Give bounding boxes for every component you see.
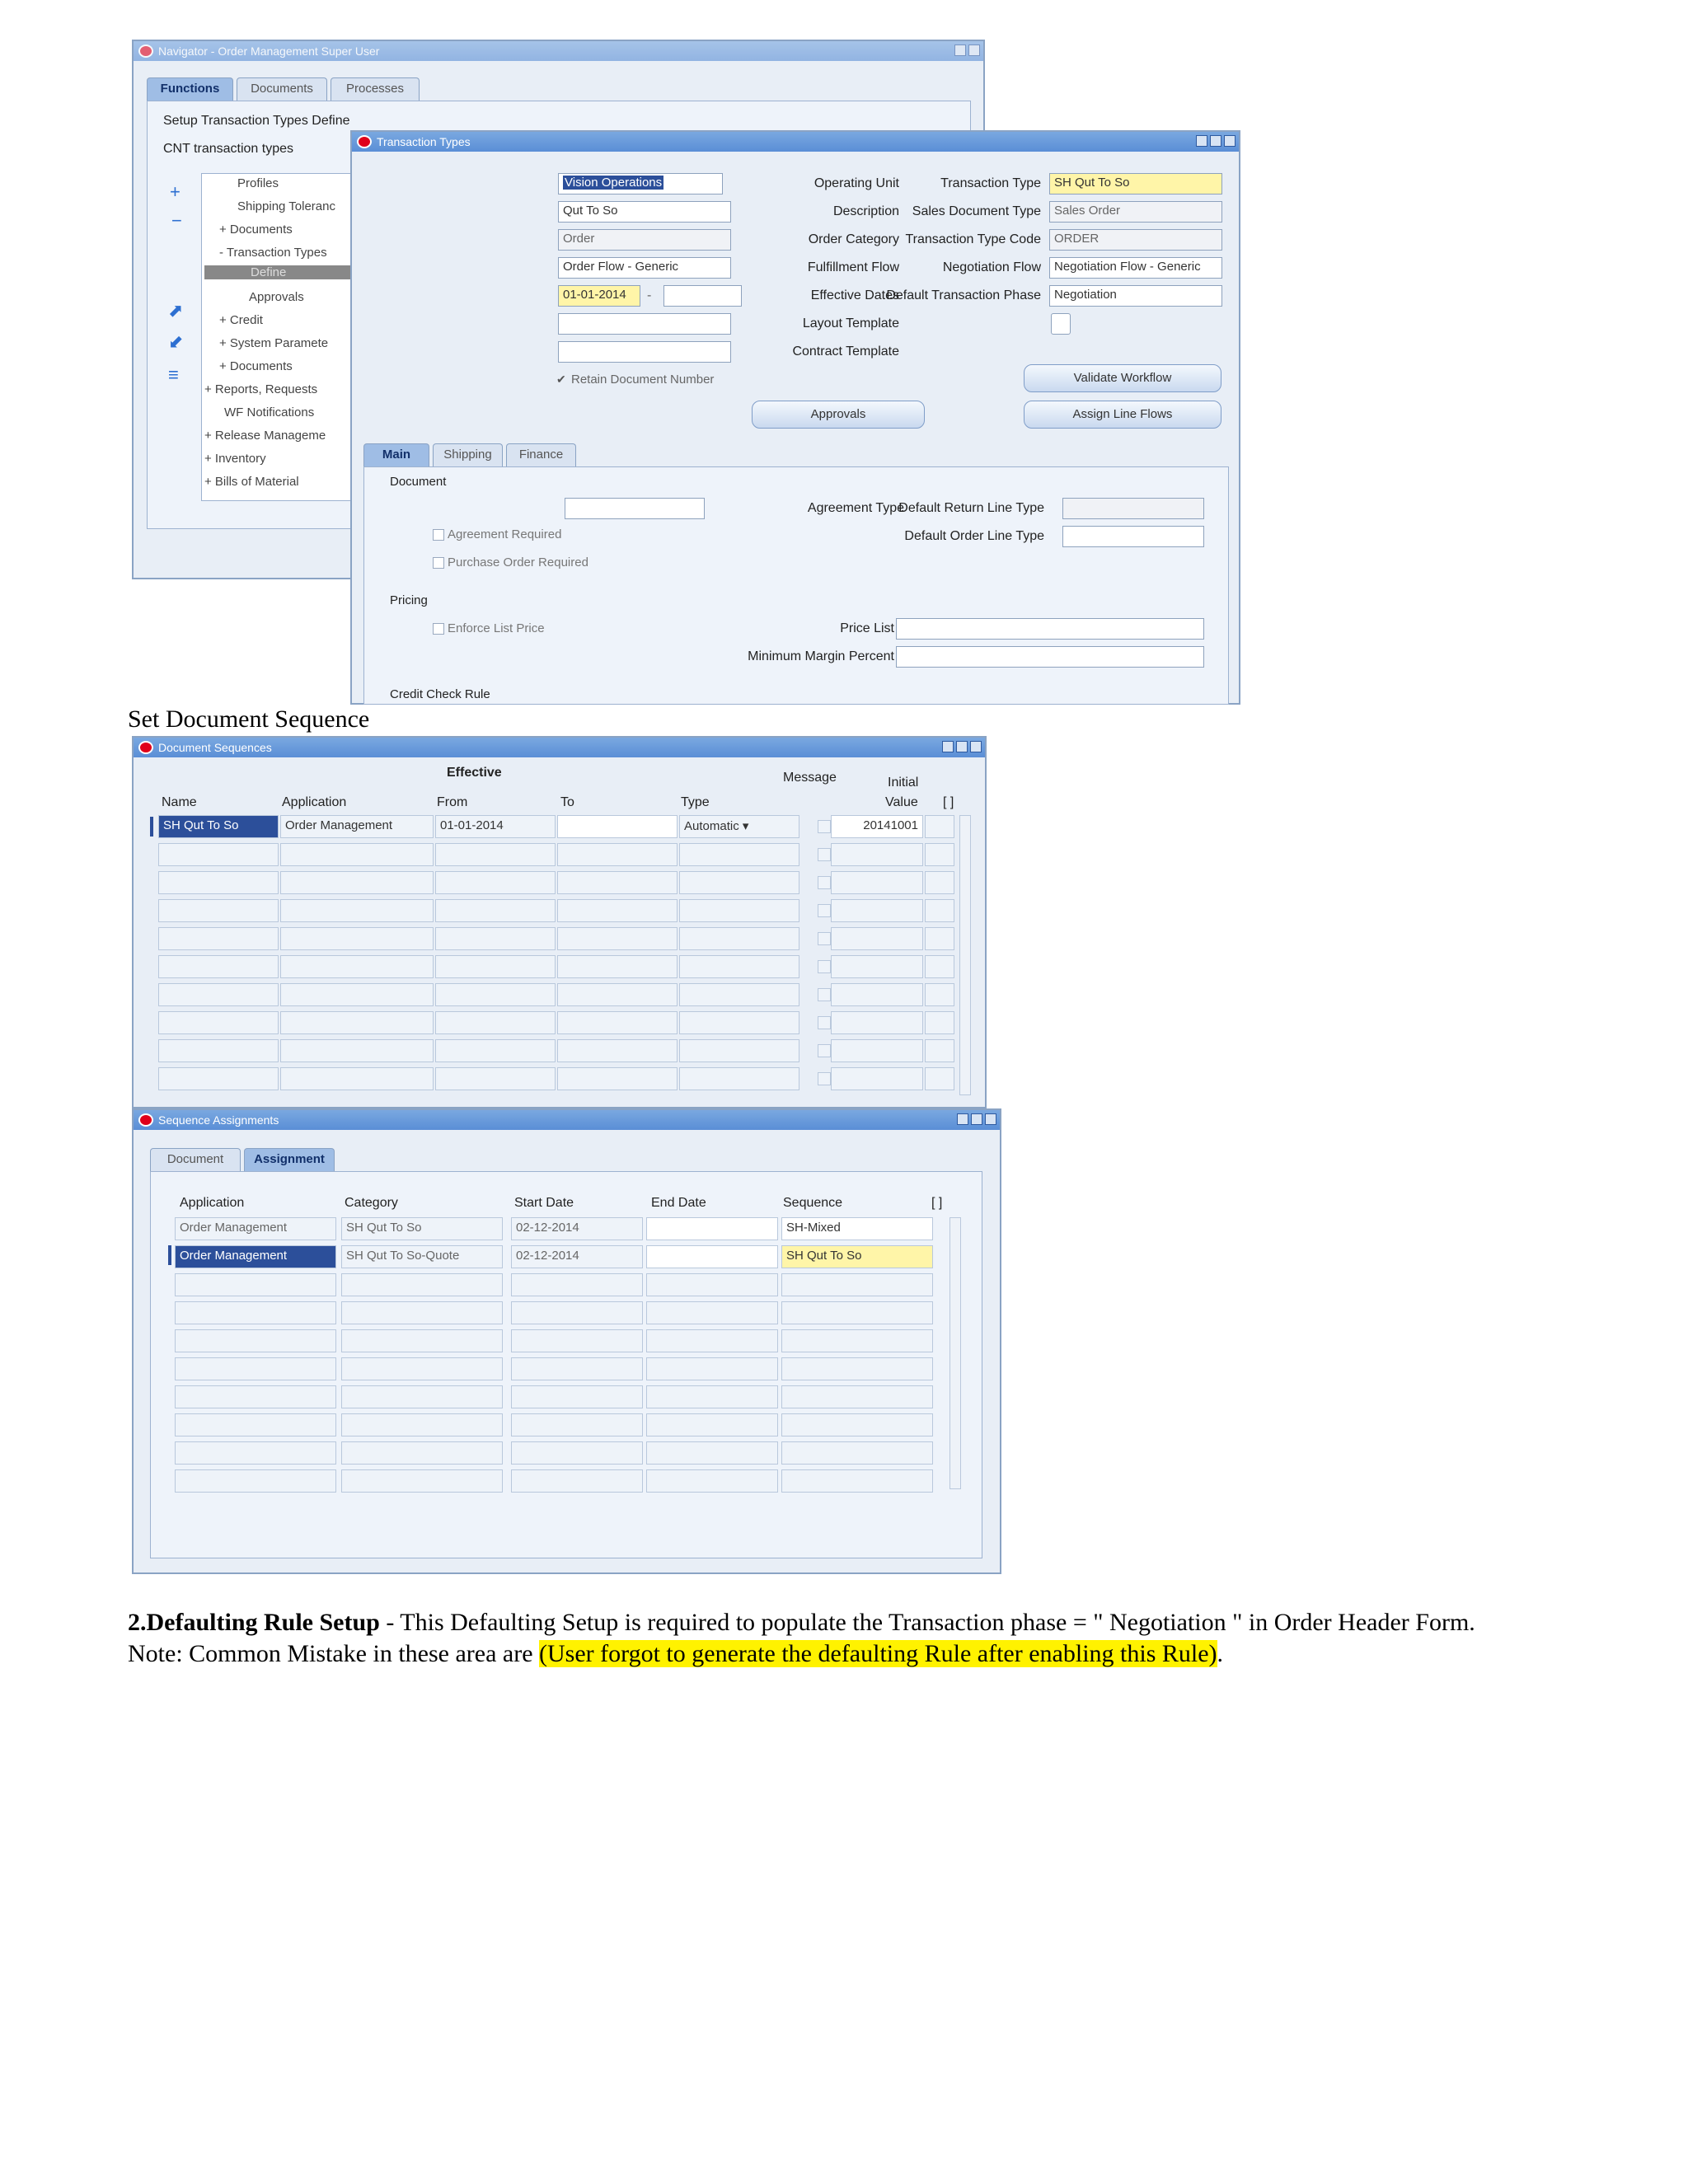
tree-item[interactable]: Profiles [237, 176, 279, 190]
table-cell[interactable] [925, 1039, 954, 1062]
table-cell[interactable] [557, 899, 678, 922]
table-cell[interactable] [280, 899, 434, 922]
note-paragraph [128, 1638, 1223, 1670]
table-cell[interactable] [341, 1441, 503, 1465]
message-checkbox[interactable] [818, 960, 831, 973]
table-cell[interactable] [646, 1273, 778, 1296]
grid-scrollbar[interactable] [950, 1217, 961, 1489]
negotiation-flow-field[interactable]: Negotiation Flow - Generic [1049, 257, 1222, 279]
table-cell[interactable]: SH Qut To So-Quote [341, 1245, 503, 1268]
effective-header: Effective [447, 766, 502, 780]
transaction-types-title: Transaction Types [377, 135, 471, 148]
col-application: Application [180, 1196, 245, 1210]
flex-field[interactable] [1051, 313, 1071, 335]
table-cell[interactable] [679, 955, 799, 978]
table-cell[interactable] [435, 955, 556, 978]
table-cell[interactable]: 01-01-2014 [435, 815, 556, 838]
approvals-button[interactable]: Approvals [752, 401, 925, 429]
tree-item[interactable]: + Release Manageme [204, 429, 326, 443]
tab-shipping[interactable]: Shipping [433, 443, 503, 466]
table-cell[interactable] [925, 955, 954, 978]
table-cell[interactable] [781, 1385, 933, 1408]
sales-doc-type-field[interactable]: Sales Order [1049, 201, 1222, 223]
note-text: Note: Common Mistake in these area are [128, 1640, 540, 1667]
table-cell[interactable]: 20141001 [831, 815, 923, 838]
tab-document[interactable]: Document [150, 1148, 241, 1171]
message-checkbox[interactable] [818, 932, 831, 945]
table-cell[interactable] [646, 1413, 778, 1436]
message-checkbox[interactable] [818, 876, 831, 889]
col-to: To [560, 795, 574, 809]
table-cell[interactable]: Order Management [175, 1217, 336, 1240]
table-cell[interactable]: SH Qut To So [781, 1245, 933, 1268]
table-cell[interactable] [175, 1301, 336, 1324]
table-cell[interactable] [557, 927, 678, 950]
table-cell[interactable] [831, 955, 923, 978]
sequence-assignments-window [132, 1108, 1001, 1574]
tab-assignment[interactable]: Assignment [244, 1148, 335, 1171]
window-controls[interactable] [1196, 135, 1236, 147]
table-cell[interactable] [646, 1329, 778, 1352]
table-cell[interactable] [646, 1245, 778, 1268]
default-order-line-label: Default Order Line Type [904, 529, 1044, 543]
defaulting-rule-heading: 2.Defaulting Rule Setup [128, 1609, 380, 1636]
table-cell[interactable] [280, 1011, 434, 1034]
price-list-label: Price List [840, 621, 894, 635]
table-cell[interactable] [435, 899, 556, 922]
table-cell[interactable] [925, 1011, 954, 1034]
window-controls[interactable] [942, 741, 982, 752]
table-cell[interactable] [557, 1039, 678, 1062]
table-cell[interactable] [511, 1469, 643, 1493]
message-checkbox[interactable] [818, 1072, 831, 1085]
po-required-label: Purchase Order Required [448, 555, 588, 569]
transaction-type-label: Transaction Type [940, 176, 1041, 190]
document-sequences-titlebar [134, 738, 985, 757]
table-cell[interactable] [831, 1039, 923, 1062]
table-cell[interactable] [925, 983, 954, 1006]
col-application: Application [282, 795, 347, 809]
table-cell[interactable] [511, 1329, 643, 1352]
tab-main[interactable]: Main [363, 443, 429, 466]
tab-functions[interactable]: Functions [147, 77, 233, 101]
table-cell[interactable] [831, 983, 923, 1006]
table-cell[interactable] [679, 871, 799, 894]
order-category-field[interactable]: Order [558, 229, 731, 251]
col-from: From [437, 795, 468, 809]
table-cell[interactable] [557, 871, 678, 894]
row-indicator [168, 1245, 171, 1265]
table-cell[interactable] [557, 983, 678, 1006]
table-cell[interactable] [341, 1301, 503, 1324]
table-cell[interactable] [831, 1011, 923, 1034]
negotiation-flow-label: Negotiation Flow [942, 260, 1041, 274]
retain-doc-label: Retain Document Number [571, 373, 715, 387]
table-cell[interactable] [158, 843, 279, 866]
transaction-type-code-field[interactable]: ORDER [1049, 229, 1222, 251]
table-cell[interactable] [280, 843, 434, 866]
tree-item[interactable]: Shipping Toleranc [237, 199, 335, 213]
table-cell[interactable]: Order Management [175, 1245, 336, 1268]
col-sequence: Sequence [783, 1196, 843, 1210]
table-cell[interactable] [175, 1357, 336, 1380]
table-cell[interactable] [781, 1413, 933, 1436]
document-sequences-title: Document Sequences [158, 741, 272, 754]
navigator-breadcrumb: Setup Transaction Types Define [163, 114, 350, 128]
operating-unit-field[interactable]: Vision Operations [558, 173, 723, 194]
message-checkbox[interactable] [818, 820, 831, 833]
note-highlight: (User forgot to generate the defaulting Rule after enabling this Rule) [539, 1640, 1217, 1667]
table-cell[interactable] [831, 899, 923, 922]
sequence-assignments-titlebar [134, 1110, 1000, 1130]
table-cell[interactable] [646, 1217, 778, 1240]
credit-check-label: Credit Check Rule [390, 687, 490, 701]
col-category: Category [345, 1196, 398, 1210]
window-controls[interactable] [957, 1113, 996, 1125]
table-cell[interactable] [646, 1469, 778, 1493]
col-folder-icon[interactable]: [ ] [931, 1196, 943, 1210]
table-cell[interactable] [158, 1039, 279, 1062]
sales-doc-type-label: Sales Document Type [912, 204, 1041, 218]
table-cell[interactable] [831, 1067, 923, 1090]
table-cell[interactable]: SH Qut To So [158, 815, 279, 838]
table-cell[interactable] [435, 927, 556, 950]
transaction-type-field[interactable]: SH Qut To So [1049, 173, 1222, 194]
table-cell[interactable] [280, 983, 434, 1006]
table-cell[interactable] [435, 1011, 556, 1034]
price-list-field[interactable] [896, 618, 1204, 640]
remove-node-icon[interactable]: ≡ [168, 364, 179, 385]
tree-item[interactable]: - Transaction Types [219, 246, 327, 260]
oracle-logo-icon [138, 1113, 153, 1127]
agreement-type-label: Agreement Type [807, 501, 904, 515]
table-cell[interactable] [781, 1301, 933, 1324]
table-cell[interactable] [831, 927, 923, 950]
table-cell[interactable] [679, 899, 799, 922]
contract-template-field[interactable] [558, 341, 731, 363]
oracle-logo-icon [138, 45, 153, 58]
add-node-icon[interactable]: ⬈ [168, 300, 184, 321]
table-cell[interactable] [646, 1301, 778, 1324]
table-cell[interactable] [158, 1011, 279, 1034]
table-cell[interactable] [435, 1039, 556, 1062]
message-checkbox[interactable] [818, 1016, 831, 1029]
window-controls[interactable] [954, 45, 980, 56]
col-type: Type [681, 795, 710, 809]
sequence-assignments-title: Sequence Assignments [158, 1113, 279, 1127]
document-sequences-window [132, 736, 987, 1108]
tree-item[interactable]: WF Notifications [224, 405, 315, 419]
table-cell[interactable] [679, 1011, 799, 1034]
col-end-date: End Date [651, 1196, 706, 1210]
col-value: Value [885, 795, 918, 809]
table-cell[interactable] [280, 1039, 434, 1062]
tree-item[interactable]: + Credit [219, 313, 263, 327]
message-checkbox[interactable] [818, 848, 831, 861]
table-cell[interactable] [511, 1357, 643, 1380]
default-return-line-label: Default Return Line Type [898, 501, 1044, 515]
agreement-required-checkbox[interactable] [433, 529, 444, 541]
enforce-list-price-checkbox[interactable] [433, 623, 444, 635]
table-cell[interactable] [280, 871, 434, 894]
table-cell[interactable] [511, 1441, 643, 1465]
table-cell[interactable] [341, 1469, 503, 1493]
default-phase-label: Default Transaction Phase [886, 288, 1041, 302]
description-field[interactable]: Qut To So [558, 201, 731, 223]
date-separator: - [647, 288, 652, 302]
table-cell[interactable] [175, 1441, 336, 1465]
table-cell[interactable]: Automatic ▾ [679, 815, 799, 838]
table-cell[interactable] [925, 927, 954, 950]
table-cell[interactable] [831, 843, 923, 866]
message-checkbox[interactable] [818, 988, 831, 1001]
effective-dates-label: Effective Dates [810, 288, 899, 302]
default-phase-field[interactable]: Negotiation [1049, 285, 1222, 307]
document-group-label: Document [390, 475, 447, 489]
table-cell[interactable] [925, 1067, 954, 1090]
table-cell[interactable] [679, 1067, 799, 1090]
contract-template-label: Contract Template [792, 344, 899, 359]
table-cell[interactable] [175, 1385, 336, 1408]
tree-item[interactable]: + Documents [219, 223, 293, 237]
pricing-group-label: Pricing [390, 593, 428, 607]
transaction-types-titlebar [352, 132, 1239, 152]
table-cell[interactable] [557, 843, 678, 866]
table-cell[interactable] [435, 983, 556, 1006]
expand-icon[interactable]: + [170, 181, 181, 202]
table-cell[interactable] [679, 927, 799, 950]
table-cell[interactable] [925, 871, 954, 894]
navigator-list-title: CNT transaction types [163, 142, 293, 156]
collapse-icon[interactable]: − [171, 210, 182, 231]
table-cell[interactable] [158, 927, 279, 950]
col-name: Name [162, 795, 197, 809]
message-checkbox[interactable] [818, 904, 831, 917]
table-cell[interactable] [679, 983, 799, 1006]
table-cell[interactable] [781, 1273, 933, 1296]
row-indicator [150, 817, 153, 837]
table-cell[interactable] [158, 955, 279, 978]
table-cell[interactable] [435, 871, 556, 894]
initial-header: Initial [888, 776, 919, 790]
table-cell[interactable] [925, 815, 954, 838]
move-node-icon[interactable]: ⬋ [168, 331, 184, 352]
fulfillment-flow-field[interactable]: Order Flow - Generic [558, 257, 731, 279]
table-cell[interactable] [435, 843, 556, 866]
tab-processes[interactable]: Processes [331, 77, 420, 101]
fulfillment-flow-label: Fulfillment Flow [807, 260, 899, 274]
transaction-type-code-label: Transaction Type Code [905, 232, 1041, 246]
table-cell[interactable] [175, 1273, 336, 1296]
retain-doc-checkbox-icon[interactable]: ✔ [556, 373, 566, 386]
table-cell[interactable] [158, 1067, 279, 1090]
table-cell[interactable] [511, 1301, 643, 1324]
table-cell[interactable] [341, 1329, 503, 1352]
col-folder-icon[interactable]: [ ] [943, 795, 954, 809]
tree-item[interactable]: + System Paramete [219, 336, 329, 350]
table-cell[interactable] [158, 871, 279, 894]
table-cell[interactable] [557, 1067, 678, 1090]
oracle-logo-icon [138, 741, 153, 754]
table-cell[interactable] [679, 843, 799, 866]
table-cell[interactable] [280, 955, 434, 978]
default-return-line-field[interactable] [1062, 498, 1204, 519]
validate-workflow-button[interactable]: Validate Workflow [1024, 364, 1221, 392]
table-cell[interactable] [341, 1413, 503, 1436]
tree-item-selected[interactable]: Define [204, 265, 366, 279]
table-cell[interactable] [175, 1469, 336, 1493]
table-cell[interactable] [557, 1011, 678, 1034]
table-cell[interactable] [557, 955, 678, 978]
enforce-list-price-label: Enforce List Price [448, 621, 545, 635]
message-header: Message [783, 771, 837, 785]
effective-from-field[interactable]: 01-01-2014 [558, 285, 640, 307]
grid-scrollbar[interactable] [959, 815, 971, 1095]
table-cell[interactable] [175, 1413, 336, 1436]
table-cell[interactable] [341, 1273, 503, 1296]
table-cell[interactable] [781, 1469, 933, 1493]
table-cell[interactable]: 02-12-2014 [511, 1217, 643, 1240]
table-cell[interactable] [341, 1357, 503, 1380]
default-order-line-field[interactable] [1062, 526, 1204, 547]
tab-finance[interactable]: Finance [506, 443, 576, 466]
table-cell[interactable] [280, 1067, 434, 1090]
table-cell[interactable] [511, 1273, 643, 1296]
tree-item[interactable]: + Reports, Requests [204, 382, 318, 396]
agreement-required-label: Agreement Required [448, 527, 562, 541]
table-cell[interactable] [646, 1385, 778, 1408]
navigator-titlebar [134, 41, 983, 61]
assign-line-flows-button[interactable]: Assign Line Flows [1024, 401, 1221, 429]
defaulting-rule-description: - This Defaulting Setup is required to populate the Transaction phase = " Negotiation " in Order Header Form. [379, 1609, 1475, 1636]
table-cell[interactable]: 02-12-2014 [511, 1245, 643, 1268]
tree-item[interactable]: Approvals [249, 290, 304, 304]
table-cell[interactable] [511, 1385, 643, 1408]
table-cell[interactable] [781, 1441, 933, 1465]
note-end: . [1217, 1640, 1224, 1667]
min-margin-field[interactable] [896, 646, 1204, 668]
layout-template-field[interactable] [558, 313, 731, 335]
set-document-sequence-caption: Set Document Sequence [128, 705, 370, 733]
agreement-type-field[interactable] [565, 498, 705, 519]
table-cell[interactable] [679, 1039, 799, 1062]
oracle-logo-icon [357, 135, 372, 148]
table-cell[interactable] [511, 1413, 643, 1436]
message-checkbox[interactable] [818, 1044, 831, 1057]
table-cell[interactable] [781, 1329, 933, 1352]
transaction-types-window [350, 130, 1240, 705]
min-margin-label: Minimum Margin Percent [748, 649, 894, 663]
table-cell[interactable]: SH Qut To So [341, 1217, 503, 1240]
table-cell[interactable] [158, 983, 279, 1006]
table-cell[interactable] [781, 1357, 933, 1380]
table-cell[interactable] [158, 899, 279, 922]
tab-documents[interactable]: Documents [237, 77, 327, 101]
order-category-label: Order Category [808, 232, 899, 246]
layout-template-label: Layout Template [802, 316, 899, 330]
po-required-checkbox[interactable] [433, 557, 444, 569]
table-cell[interactable] [831, 871, 923, 894]
effective-to-field[interactable] [663, 285, 742, 307]
table-cell[interactable] [280, 927, 434, 950]
table-cell[interactable]: Order Management [280, 815, 434, 838]
table-cell[interactable] [925, 899, 954, 922]
table-cell[interactable] [646, 1441, 778, 1465]
tree-item[interactable]: + Bills of Material [204, 475, 299, 489]
navigator-title: Navigator - Order Management Super User [158, 45, 380, 58]
table-cell[interactable] [646, 1357, 778, 1380]
table-cell[interactable] [341, 1385, 503, 1408]
tree-item[interactable]: + Documents [219, 359, 293, 373]
table-cell[interactable] [557, 815, 678, 838]
table-cell[interactable] [435, 1067, 556, 1090]
defaulting-rule-paragraph [128, 1607, 1475, 1638]
table-cell[interactable] [925, 843, 954, 866]
operating-unit-label: Operating Unit [814, 176, 899, 190]
table-cell[interactable] [175, 1329, 336, 1352]
table-cell[interactable]: SH-Mixed [781, 1217, 933, 1240]
col-start-date: Start Date [514, 1196, 574, 1210]
description-label: Description [832, 204, 899, 218]
tree-item[interactable]: + Inventory [204, 452, 266, 466]
